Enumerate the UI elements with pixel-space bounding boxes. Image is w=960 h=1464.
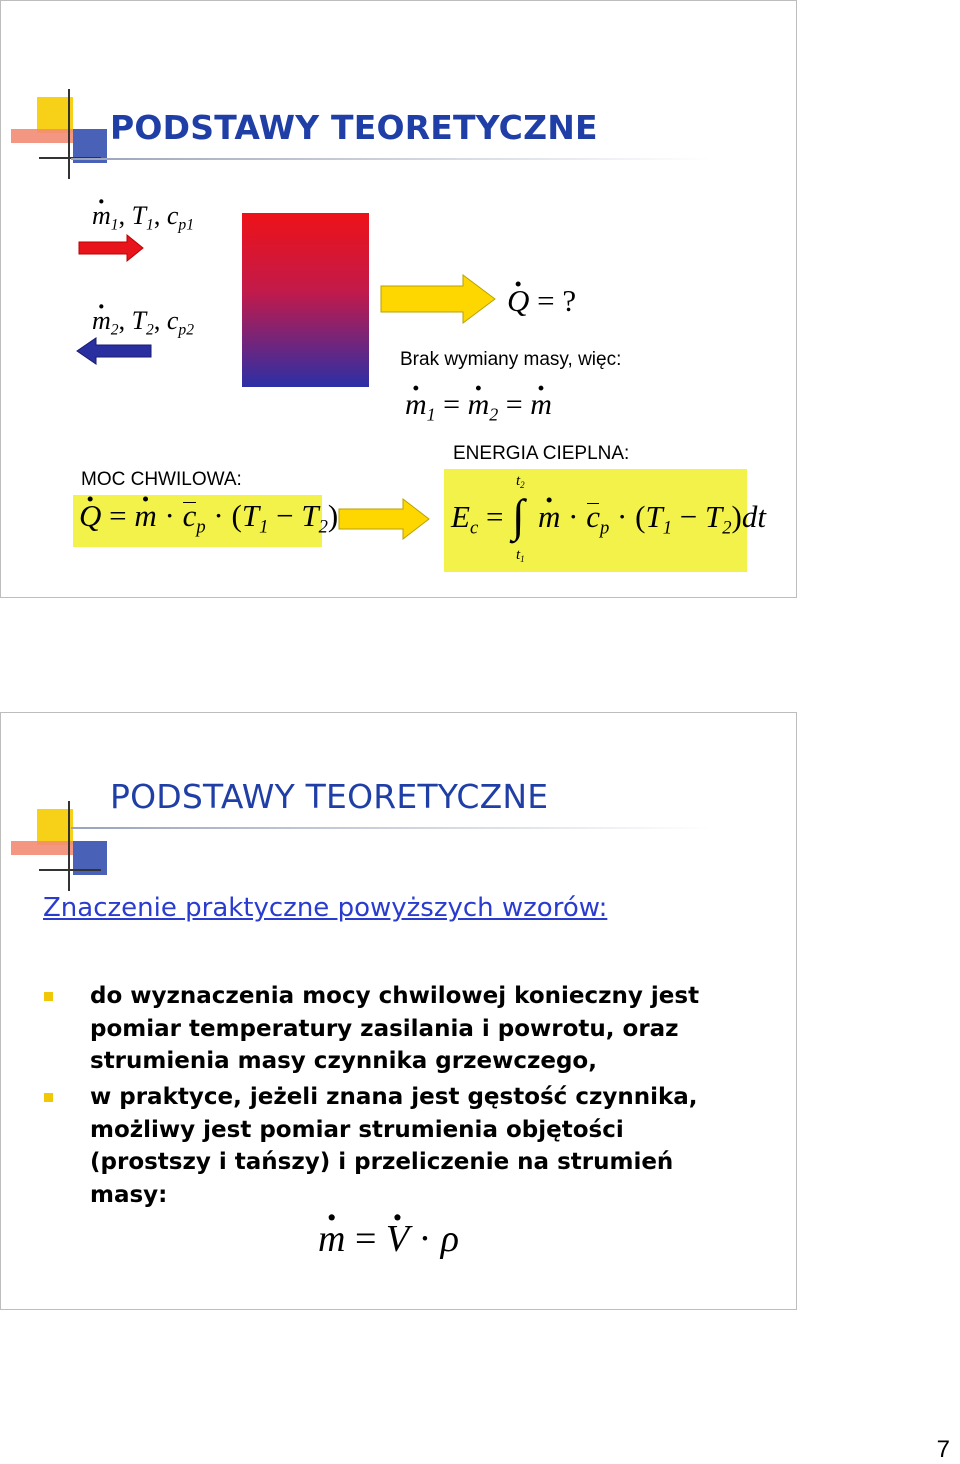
slide-title: PODSTAWY TEORETYCZNE [110,777,549,816]
heat-energy-label: ENERGIA CIEPLNA: [453,443,630,464]
integral-sign-icon: ∫ [512,490,525,541]
heat-flow-arrow-icon [381,275,495,323]
bullet-icon [44,1093,53,1102]
outlet-arrow-icon [77,338,151,364]
heat-exchanger-block [242,213,369,387]
slide-title: PODSTAWY TEORETYCZNE [110,108,598,147]
conversion-arrow-icon [339,499,429,539]
bullet-2: w praktyce, jeżeli znana jest gęstość czynnika, możliwy jest pomiar strumienia objętości (prostszy i tańszy) i przeliczenie na strumień masy: [90,1084,698,1208]
no-mass-exchange-text: Brak wymiany masy, więc: [400,349,622,370]
mass-equality-formula: · $m_1$ = · $m_2$ = · m [405,388,552,425]
energy-integrand: · $m \cdot c_p \cdot (T_1 - T_2)dt$ [538,499,766,540]
title-divider [71,827,711,829]
inlet-label: · $m_1$, $T_1$, $c_{p1}$ [92,201,194,234]
slide-subtitle: Znaczenie praktyczne powyższych wzorów: [43,893,608,923]
volume-flow-formula: · m = · V · ρ [318,1217,459,1261]
bullet-icon [44,992,53,1001]
power-formula: · Q = · $m \cdot c_p \cdot (T_1 - T_2)$ [79,498,338,539]
power-label: MOC CHWILOWA: [81,469,242,490]
energy-formula: $E_c$ = [451,499,504,539]
outlet-label: · $m_2$, $T_2$, $c_{p2}$ [92,306,194,339]
integral-lower-limit: $t_1$ [516,547,525,565]
inlet-arrow-icon [79,235,143,261]
heat-rate-question: · Q = ? [507,283,576,319]
page-number: 7 [936,1436,950,1463]
slide-1 [0,0,797,598]
integral-upper-limit: $t_2$ [516,473,525,491]
bullet-1: do wyznaczenia mocy chwilowej konieczny jest pomiar temperatury zasilania i powrotu, oraz strumienia masy czynnika grzewczego, [90,983,700,1074]
